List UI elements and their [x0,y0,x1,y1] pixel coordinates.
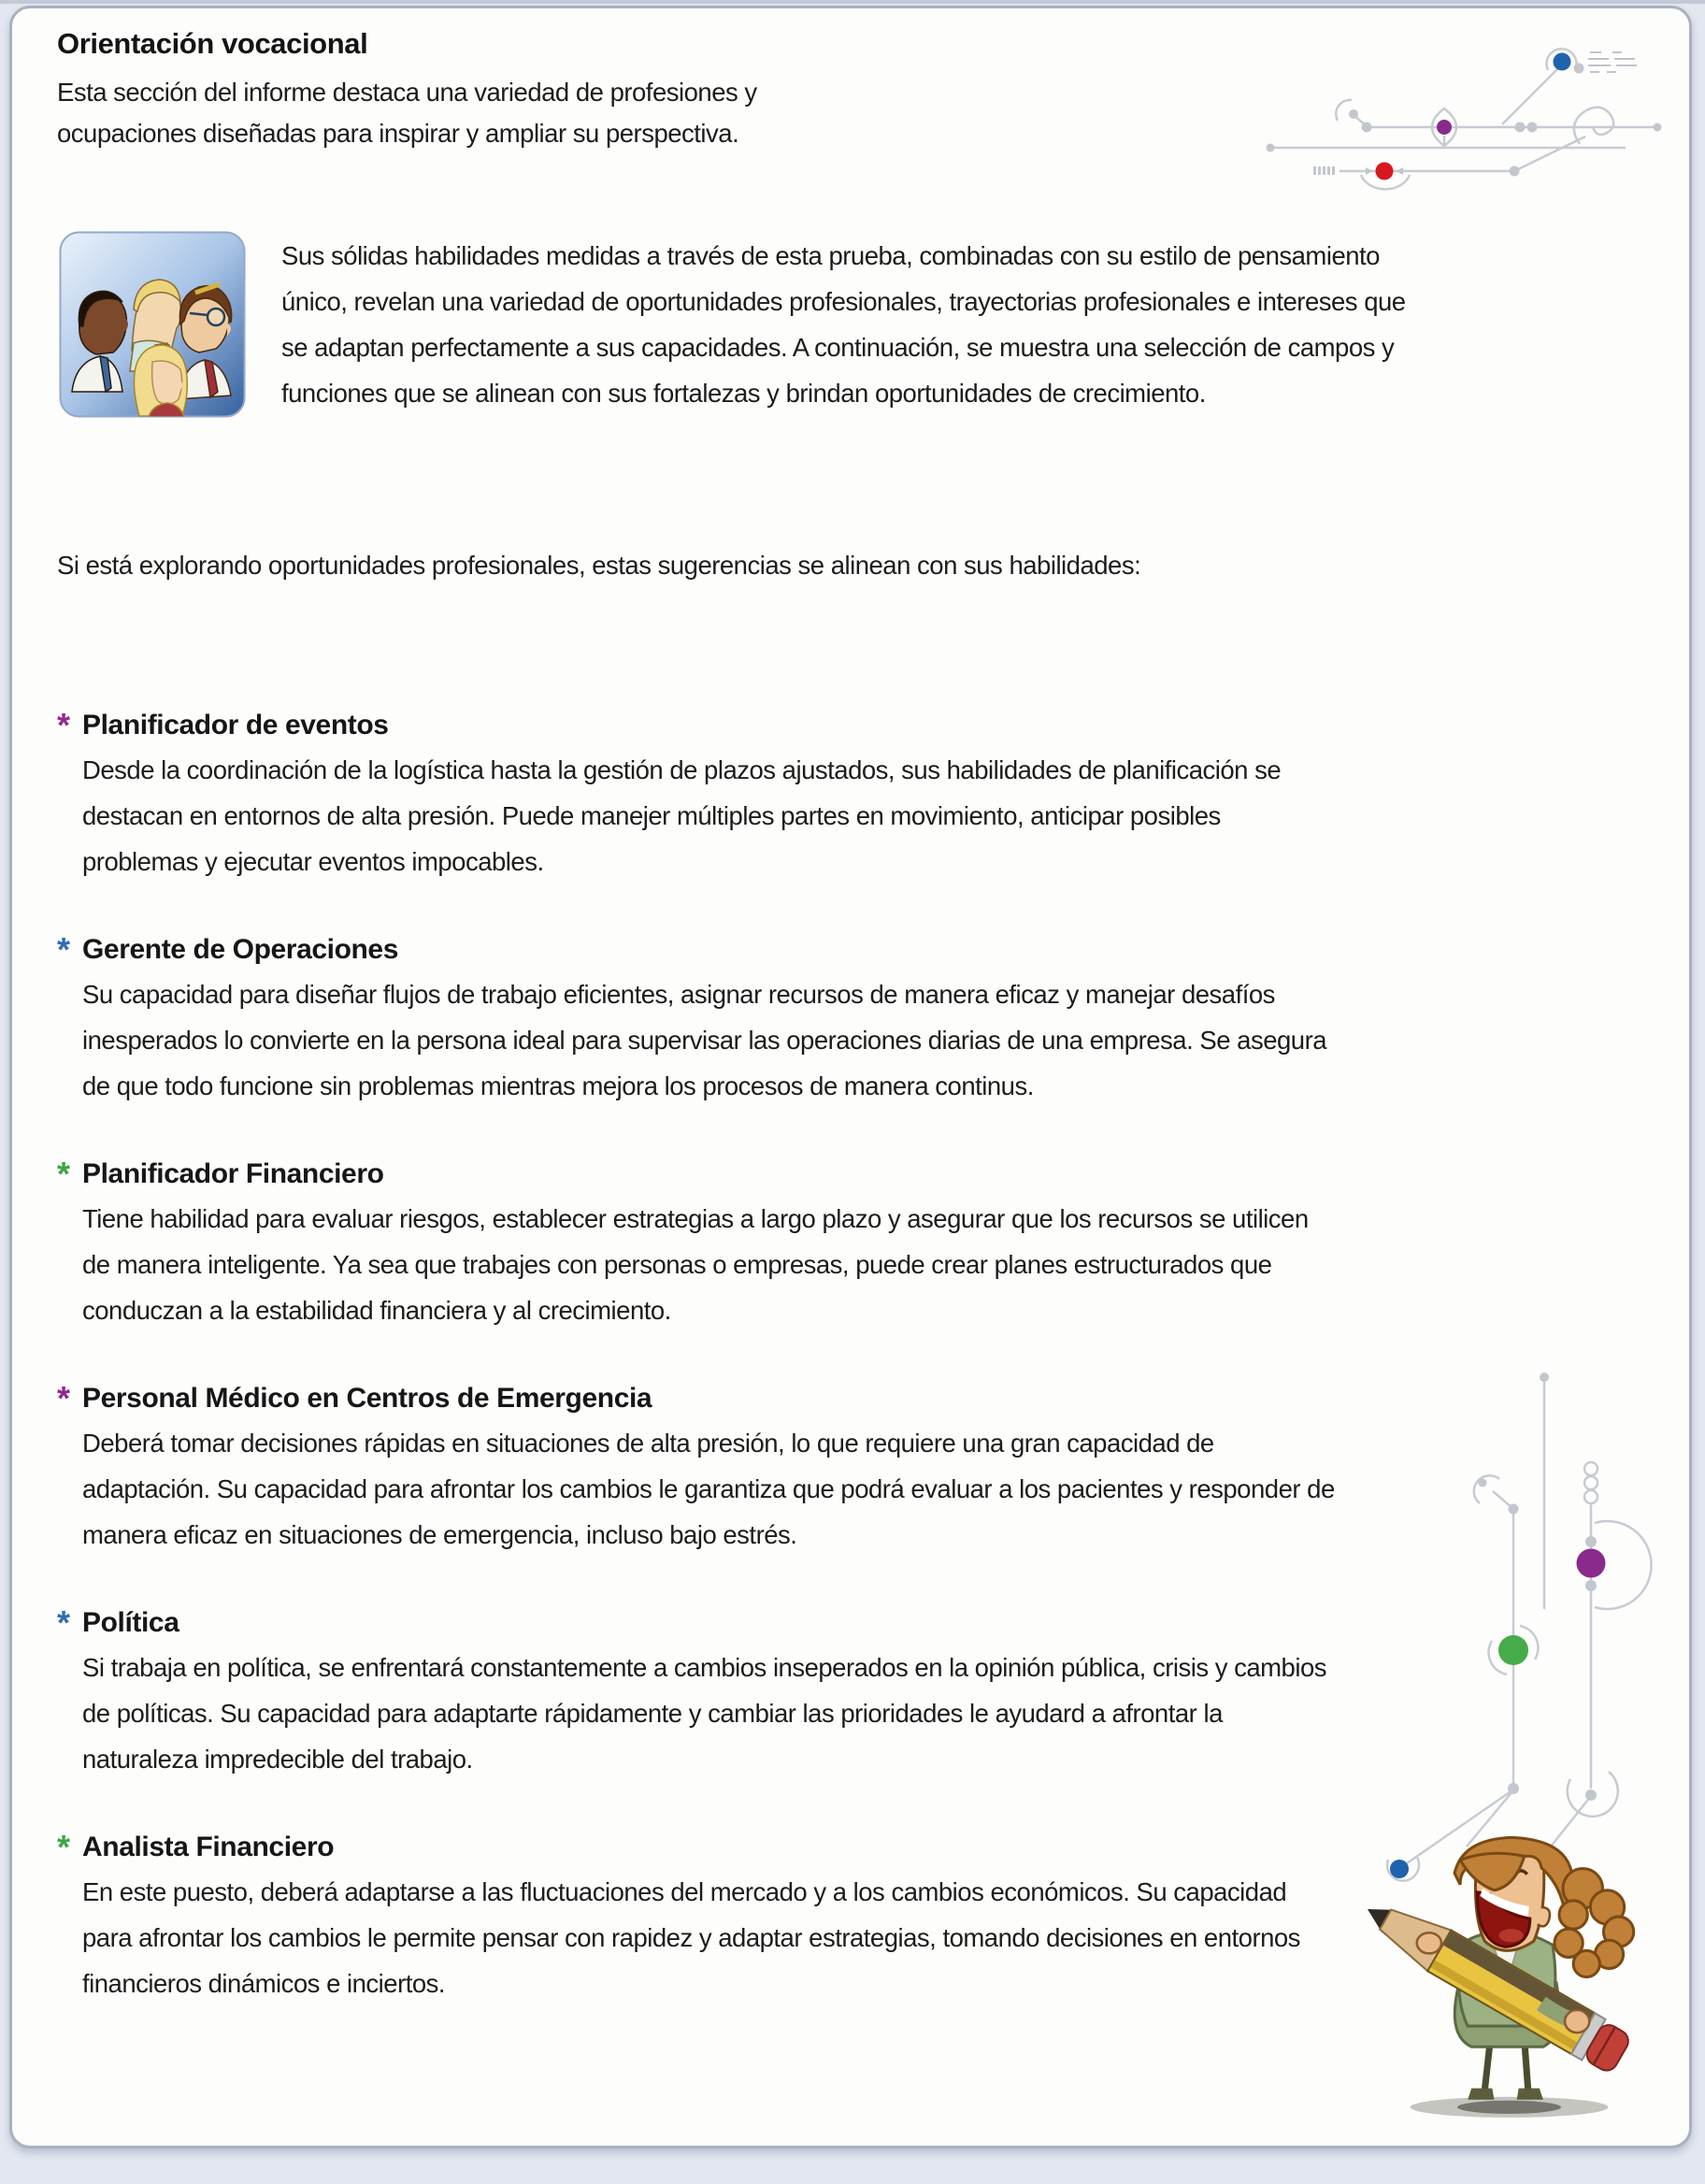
network-circuit-icon [1261,33,1672,196]
asterisk-bullet-icon: * [57,1828,71,1866]
career-item-financial-analyst [57,1825,1394,2006]
lead-in-line: Si está explorando oportunidades profesionales, estas sugerencias se alinean con sus habilidades: [57,551,1141,580]
career-item-event-planner [57,703,1394,884]
report-card [9,6,1692,2148]
asterisk-bullet-icon: * [57,930,71,969]
career-description: Deberá tomar decisiones rápidas en situaciones de alta presión, lo que requiere una gran capacidad de adaptación. Su capacidad para afrontar los cambios le garantiza que podrá evaluar a los pacientes y responder de manera eficaz en situaciones de emergencia, incluso bajo estrés. [82,1429,1335,1549]
green-node [1498,1635,1528,1665]
career-title: Personal Médico en Centros de Emergencia [82,1383,652,1414]
career-title: Analista Financiero [82,1832,335,1862]
purple-node [1577,1549,1606,1578]
career-item-emergency-medical [57,1376,1394,1558]
asterisk-bullet-icon: * [57,1603,71,1642]
page-title: Orientación vocacional [57,27,368,60]
career-description: En este puesto, deberá adaptarse a las fluctuaciones del mercado y a los cambios económicos. Su capacidad para afrontar los cambios le permite pensar con rapidez y adaptar estrategias, tomando decisiones en entornos financieros dinámicos e inciertos. [82,1877,1300,1998]
asterisk-bullet-icon: * [57,1155,71,1193]
career-title: Política [82,1607,179,1638]
blue-node [1554,53,1571,71]
screen-top-edge [0,0,1705,4]
people-illustration-block [59,231,246,418]
career-item-politics [57,1601,1394,1782]
career-description: Desde la coordinación de la logística hasta la gestión de plazos ajustados, sus habilidades de planificación se destacan en entornos de alta presión. Puede manejer múltiples partes en movimiento, anticipar posibles problemas y ejecutar eventos impocables. [82,755,1282,876]
asterisk-bullet-icon: * [57,706,71,744]
career-description: Tiene habilidad para evaluar riesgos, establecer estrategias a largo plazo y asegurar que los recursos se utilicen de manera inteligente. Ya sea que trabajes con personas o empresas, puede crear planes estructurados que conduczan a la estabilidad financiera y al crecimiento. [82,1204,1309,1325]
purple-node [1437,120,1452,135]
career-title: Planificador de eventos [82,710,389,740]
career-title: Gerente de Operaciones [82,934,399,965]
career-item-financial-planner [57,1152,1394,1333]
four-profile-heads-illustration [59,231,246,418]
career-description: Si trabaja en política, se enfrentará constantemente a cambios inseperados en la opinión pública, crisis y cambios de políticas. Su capacidad para adaptarte rápidamente y cambiar las prioridades le ayudard a afrontar la naturaleza impredecible del trabajo. [82,1653,1326,1774]
career-description: Su capacidad para diseñar flujos de trabajo eficientes, asignar recursos de manera eficaz y manejar desafíos inesperados lo convierte en la persona ideal para supervisar las operaciones diarias de una empresa. Se asegura de que todo funcione sin problemas mientras mejora los procesos de manera continus. [82,980,1327,1100]
intro-paragraph: Esta sección del informe destaca una variedad de profesiones y ocupaciones diseñadas para inspirar y ampliar su perspectiva. [57,78,757,148]
asterisk-bullet-icon: * [57,1379,71,1417]
cartoon-woman-giant-pencil-illustration [1340,1802,1665,2127]
career-item-operations-manager [57,927,1394,1109]
red-node [1376,163,1394,180]
summary-paragraph: Sus sólidas habilidades medidas a través de esta prueba, combinadas con su estilo de pensamiento único, revelan una variedad de oportunidades profesionales, trayectorias profesionales e intereses que se adaptan perfectamente a sus capacidades. A continuación, se muestra una selección de campos y funciones que se alinean con sus fortalezas y brindan oportunidades de crecimiento. [281,241,1406,408]
career-title: Planificador Financiero [82,1158,384,1189]
careers-list [57,703,1394,2049]
